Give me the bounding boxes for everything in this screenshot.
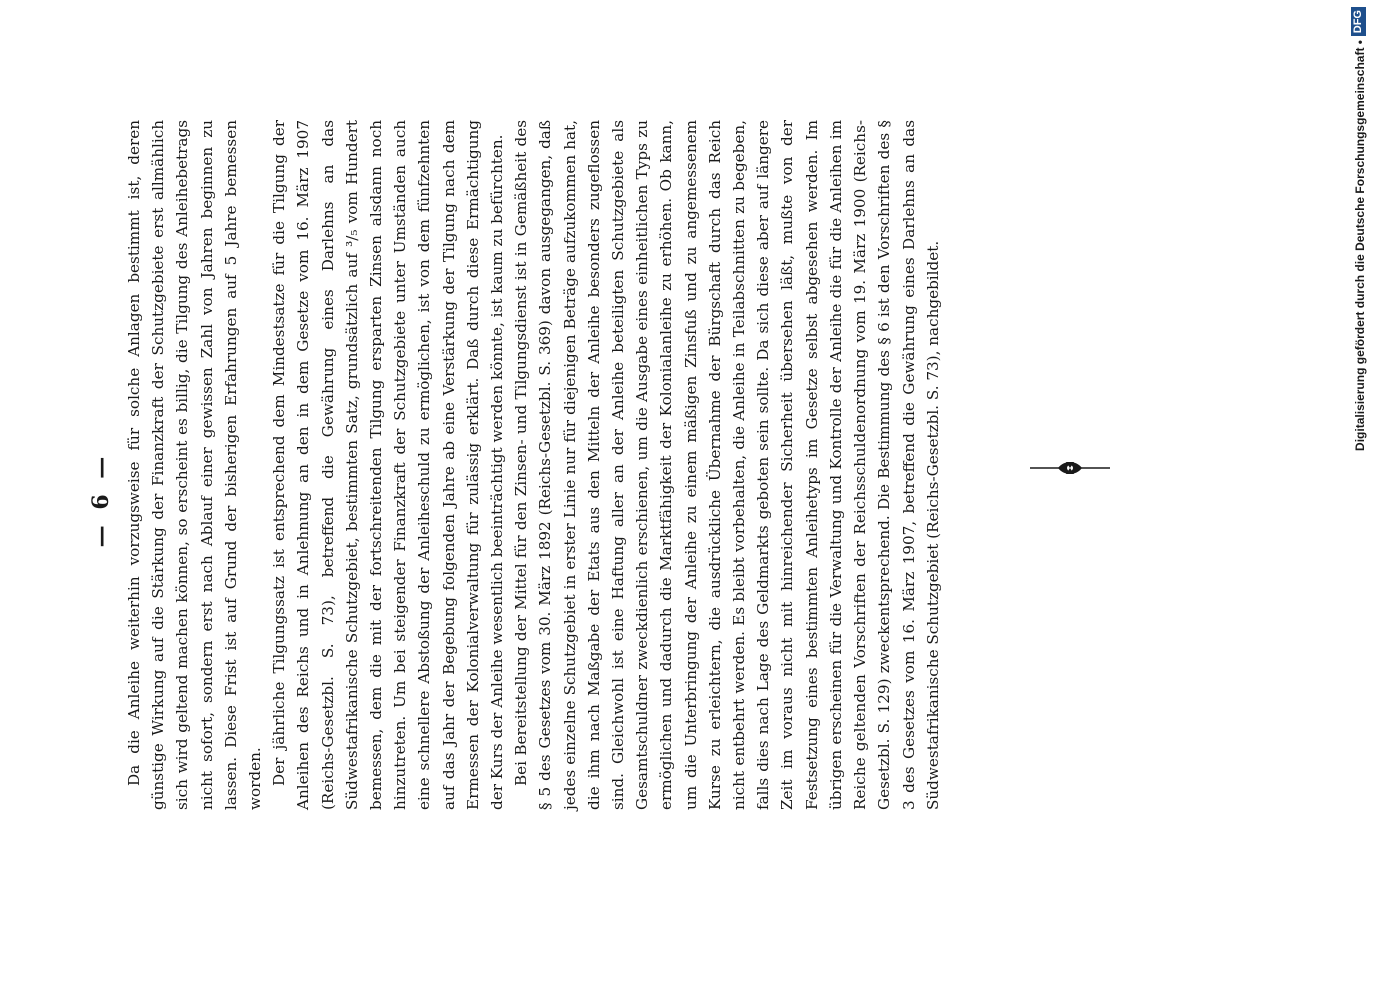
paragraph-1: Da die Anleihe weiterhin vorzugsweise für solche Anlagen bestimmt ist, deren günstige Wirkung auf die Stärkung der Finanzkraft der Schutzgebiete erst allmählich sich wird geltend machen können, so erscheint es billig, die Tilgung des Anleihebetrags nicht sofort, sondern erst nach Ablauf einer gewissen Zahl von Jahren beginnen zu lassen. Diese Frist ist auf Grund der bisherigen Erfahrungen auf 5 Jahre bemessen worden.: [125, 120, 265, 810]
dfg-logo: DFG: [1351, 7, 1366, 36]
page-body: [122, 120, 945, 810]
ornament-divider-icon: [1030, 456, 1110, 480]
page-number: — 6 —: [88, 452, 114, 548]
paragraph-3: Bei Bereitstellung der Mittel für den Zinsen- und Tilgungsdienst ist in Gemäßheit des § 5 des Gesetzes vom 30. März 1892 (Reichs-Gesetzbl. S. 369) davon ausgegangen, daß jedes einzelne Schutzgebiet in erster Linie nur für diejenigen Beträge aufzukommen hat, die ihm nach Maßgabe der Etats aus den Mitteln der Anleihe besonders zugeflossen sind. Gleichwohl ist eine Haftung aller an der Anleihe beteiligten Schutzgebiete als Gesamtschuldner zweckdienlich erschienen, um die Ausgabe eines einheitlichen Typs zu ermöglichen und dadurch die Marktfähigkeit der Kolonialanleihe zu erhöhen. Ob kann, um die Unterbringung der Anleihe zu einem mäßigen Zinsfuß und zu angemessenem Kurse zu erleichtern, die ausdrückliche Übernahme der Bürgschaft durch das Reich nicht entbehrt werden. Es bleibt vorbehalten, die Anleihe in Teilabschnitten zu begeben, falls dies nach Lage des Geldmarkts geboten sein sollte. Da sich diese aber auf längere Zeit im voraus nicht mit hinreichender Sicherheit übersehen läßt, mußte von der Festsetzung eines bestimmten Anleihetyps im Gesetze selbst abgesehen werden. Im übrigen erscheinen für die Verwaltung und Kontrolle der Anleihe die für die Anleihen im Reiche geltenden Vorschriften der Reichsschuldenordnung vom 19. März 1900 (Reichs-Gesetzbl. S. 129) zweckentsprechend. Die Bestimmung des § 6 ist den Vorschriften des § 3 des Gesetzes vom 16. März 1907, betreffend die Gewährung eines Darlehns an das Südwestafrikanische Schutzgebiet (Reichs-Gesetzbl. S. 73), nachgebildet.: [512, 120, 942, 810]
paragraph-2: Der jährliche Tilgungssatz ist entsprechend dem Mindestsatze für die Tilgung der Anleihen des Reichs und in Anlehnung an den in dem Gesetze vom 16. März 1907 (Reichs-Gesetzbl. S. 73), betreffend die Gewährung eines Darlehns an das Südwestafrikanische Schutzgebiet, bestimmten Satz, grundsätzlich auf ³/₅ vom Hundert bemessen, dem die mit der fortschreitenden Tilgung ersparten Zinsen alsdann noch hinzutreten. Um bei steigender Finanzkraft der Schutzgebiete unter Umständen auch eine schnellere Abstoßung der Anleiheschuld zu ermöglichen, ist von dem fünfzehnten auf das Jahr der Begebung folgenden Jahre ab eine Verstärkung der Tilgung nach dem Ermessen der Kolonialverwaltung für zulässig erklärt. Daß durch diese Ermächtigung der Kurs der Anleihe wesentlich beeinträchtigt werden könnte, ist kaum zu befürchten.: [270, 120, 507, 810]
digitization-text: Digitalisierung gefördert durch die Deutsche Forschungsgemeinschaft •: [1353, 40, 1367, 451]
